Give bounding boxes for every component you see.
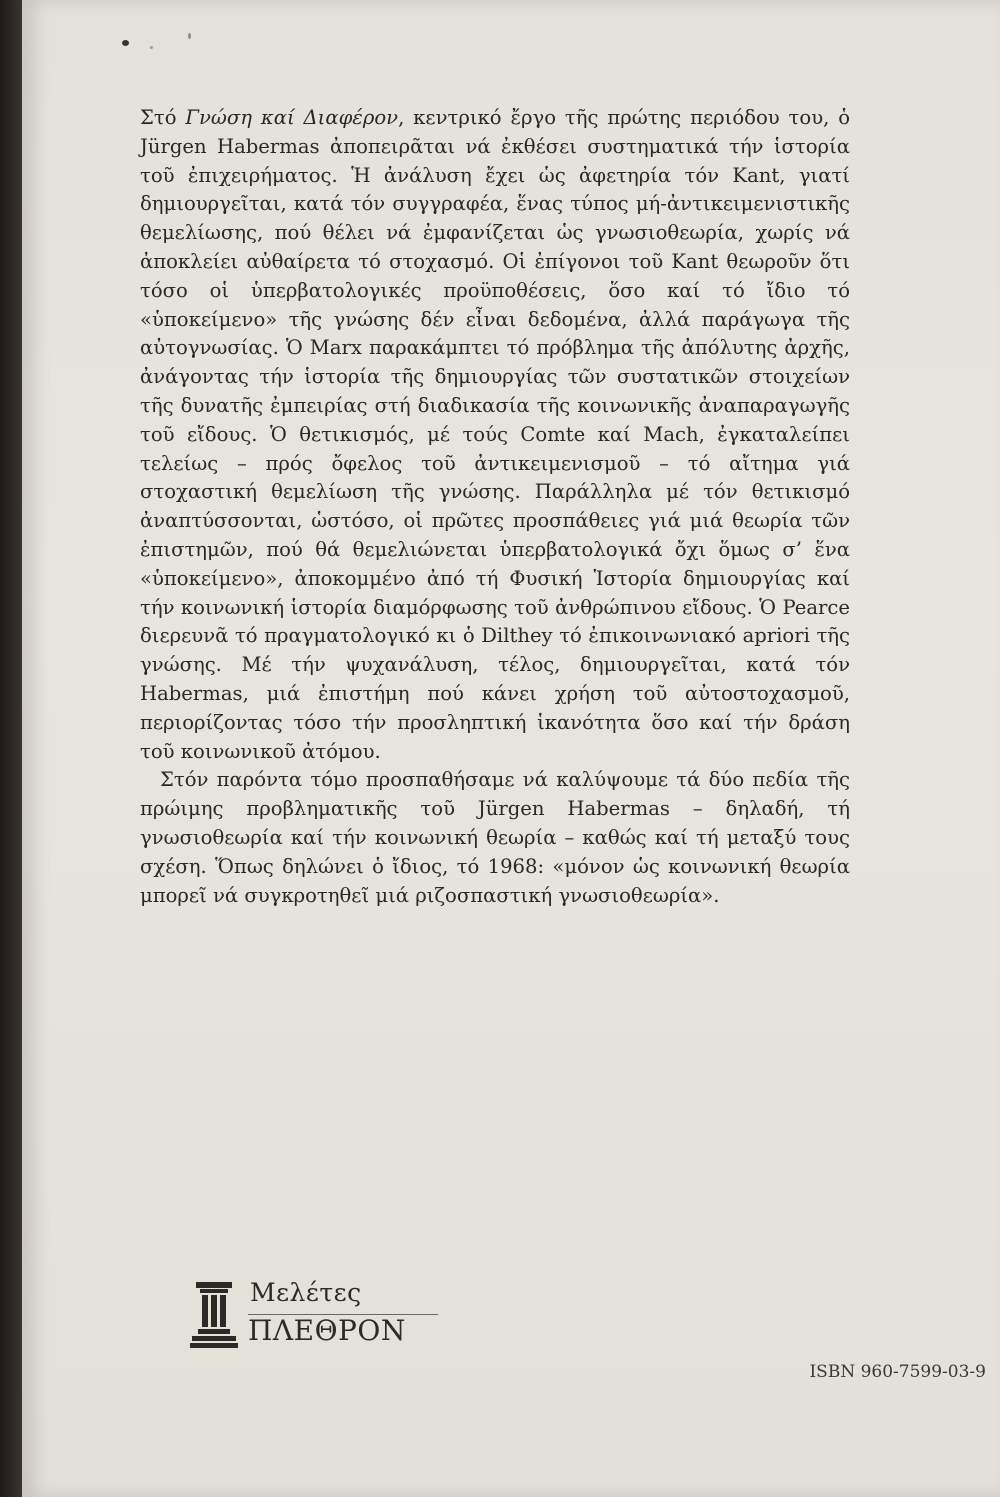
publisher-logo: [190, 1278, 450, 1358]
paper-speck: [188, 33, 191, 39]
blurb-paragraph-2: Στόν παρόντα τόμο προσπαθήσαμε νά καλύψουμε τά δύο πεδία τῆς πρώιμης προβληματικῆς τοῦ Jürgen Habermas – δηλαδή, τή γνωσιοθεωρία καί τήν κοινωνική θεωρία – καθώς καί τή μεταξύ τους σχέση. Ὅπως δηλώνει ὁ ἴδιος, τό 1968: «μόνον ὡς κοινωνική θεωρία μπορεῖ νά συγκροτηθεῖ μιά ριζοσπαστική γνωσιοθεωρία».: [140, 768, 850, 907]
blurb-text: [140, 104, 850, 910]
series-name: Μελέτες: [250, 1278, 362, 1307]
blurb-paragraph-1: [140, 104, 850, 766]
publisher-name: ΠΛΕΘΡΟΝ: [248, 1314, 406, 1347]
isbn-label: ISBN 960-7599-03-9: [809, 1362, 986, 1382]
column-emblem-icon: [190, 1280, 238, 1350]
paper-speck: [122, 40, 129, 46]
paper-speck: [150, 46, 153, 49]
paragraph-1-lead: Στό: [140, 106, 186, 129]
book-title-italic: Γνώση καί Διαφέρον: [185, 106, 399, 129]
book-spine-edge: [0, 0, 22, 1497]
paragraph-1-body: , κεντρικό ἔργο τῆς πρώτης περιόδου του, ὁ Jürgen Habermas ἀποπειρᾶται νά ἐκθέσει συστηματικά τήν ἱστορία τοῦ ἐπιχειρήματος. Ἡ ἀνάλυση ἔχει ὡς ἀφετηρία τόν Kant, γιατί δημιουργεῖται, κατά τόν συγγραφέα, ἕνας τύπος μή-ἀντικειμενιστικῆς θεμελίωσης, πού θέλει νά ἐμφανίζεται ὡς γνωσιοθεωρία, χωρίς νά ἀποκλείει αὐθαίρετα τό στοχασμό. Οἱ ἐπίγονοι τοῦ Kant θεωροῦν ὅτι τόσο οἱ ὑπερβατολογικές προϋποθέσεις, ὅσο καί τό ἴδιο τό «ὑποκείμενο» τῆς γνώσης δέν εἶναι δεδομένα, ἀλλά παράγωγα τῆς αὐτογνωσίας. Ὁ Marx παρακάμπτει τό πρόβλημα τῆς ἀπόλυτης ἀρχῆς, ἀνάγοντας τήν ἱστορία τῆς δημιουργίας τῶν συστατικῶν στοιχείων τῆς δυνατῆς ἐμπειρίας στή διαδικασία τῆς κοινωνικῆς ἀναπαραγωγῆς τοῦ εἴδους. Ὁ θετικισμός, μέ τούς Comte καί Mach, ἐγκαταλείπει τελείως – πρός ὄφελος τοῦ ἀντικειμενισμοῦ – τό αἴτημα γιά στοχαστική θεμελίωση τῆς γνώσης. Παράλληλα μέ τόν θετικισμό ἀναπτύσσονται, ὡστόσο, οἱ πρῶτες προσπάθειες γιά μιά θεωρία τῶν ἐπιστημῶν, πού θά θεμελιώνεται ὑπερβατολογικά ὄχι ὅμως σ’ ἕνα «ὑποκείμενο», ἀποκομμένο ἀπό τή Φυσική Ἱστορία δημιουργίας καί τήν κοινωνική ἱστορία διαμόρφωσης τοῦ ἀνθρώπινου εἴδους. Ὁ Pearce διερευνᾶ τό πραγματολογικό κι ὁ Dilthey τό ἐπικοινωνιακό apriori τῆς γνώσης. Μέ τήν ψυχανάλυση, τέλος, δημιουργεῖται, κατά τόν Habermas, μιά ἐπιστήμη πού κάνει χρήση τοῦ αὐτοστοχασμοῦ, περιορίζοντας τόσο τήν προσληπτική ἱκανότητα ὅσο καί τήν δράση τοῦ κοινωνικοῦ ἀτόμου.: [140, 106, 851, 763]
